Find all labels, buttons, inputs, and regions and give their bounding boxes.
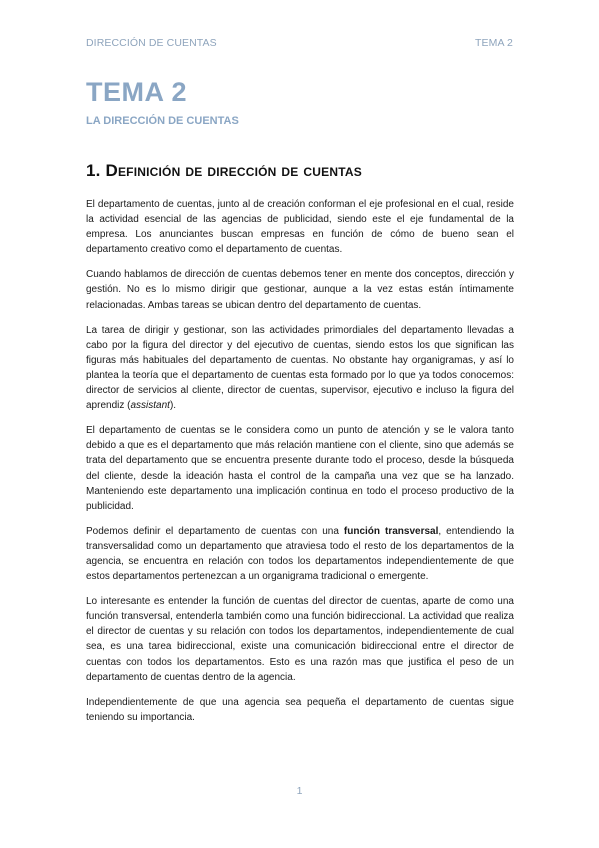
chapter-title: TEMA 2 <box>86 77 188 107</box>
paragraph-1: El departamento de cuentas, junto al de creación conforman el eje profesional en el cual, reside la actividad esencial de las agencias de publicidad, siendo este el eje fundamental de la empresa. Los anunciantes buscan empresas en función de cómo de bueno sean el departamento creativo como el departamento de cuentas. <box>86 199 514 256</box>
paragraph-5 <box>86 524 514 584</box>
paragraph-3 <box>86 323 514 414</box>
paragraph-7: Independientemente de que una agencia sea pequeña el departamento de cuentas sigue teniendo su importancia. <box>86 696 514 723</box>
paragraph-2: Cuando hablamos de dirección de cuentas debemos tener en mente dos conceptos, dirección y gestión. No es lo mismo dirigir que gestionar, aunque a la vez estas están íntimamente relacionadas. Ambas tareas se ubican dentro del departamento de cuentas. <box>86 269 514 311</box>
paragraph-6: Lo interesante es entender la función de cuentas del director de cuentas, aparte de como una función transversal, entenderla también como una función bidireccional. La actividad que realiza el director de cuentas y su relación con todos los departamentos, independientemente de cual sea, es una tarea bidireccional, existe una comunicación bidireccional entre el director de cuentas con todos los departamentos. Esto es una razón mas que justifica el peso de un departamento de cuentas dentro de la agencia. <box>86 596 514 683</box>
page-number: 1 <box>296 785 303 797</box>
paragraph-5-text: Podemos definir el departamento de cuentas con una <box>86 525 344 537</box>
running-header-left: DIRECCIÓN DE CUENTAS <box>86 37 217 49</box>
chapter-subtitle: LA DIRECCIÓN DE CUENTAS <box>86 115 239 127</box>
paragraph-3-italic: assistant <box>130 400 170 412</box>
body-text <box>86 197 514 735</box>
paragraph-4: El departamento de cuentas se le considera como un punto de atención y se le valora tanto debido a que es el departamento que más relación mantiene con el cliente, sino que además se trata del departamento que se encuentra presente durante todo el proceso, desde la búsqueda del cliente, desde la ideación hasta el control de la campaña una vez que se ha lanzado. Manteniendo este departamento una implicación continua en todo el proceso productivo de la publicidad. <box>86 425 514 512</box>
paragraph-3-text: La tarea de dirigir y gestionar, son las actividades primordiales del departamento llevadas a cabo por la figura del director y del ejecutivo de cuentas, siendo estos los que significan las figuras más habituales del departamento de cuentas. No obstante hay organigramas, y así lo plantea la teoría que el departamento de cuentas esta formado por lo que ya todos conocemos: director de servicios al cliente, director de cuentas, supervisor, ejecutivo e incluso la figura del aprendiz ( <box>86 324 514 412</box>
paragraph-5-end: , entendiendo la transversalidad como un departamento que atraviesa todo el resto de los departamentos de la agencia, se encuentra en relación con todos los departamentos independientemente de que estos departamentos pertenezcan a un organigrama tradicional o emergente. <box>86 525 514 583</box>
section-heading: 1. Definición de dirección de cuentas <box>86 161 362 180</box>
running-header <box>86 37 513 49</box>
paragraph-3-end: ). <box>169 400 177 412</box>
running-header-right: TEMA 2 <box>475 37 513 49</box>
paragraph-5-bold: función transversal <box>343 525 439 537</box>
